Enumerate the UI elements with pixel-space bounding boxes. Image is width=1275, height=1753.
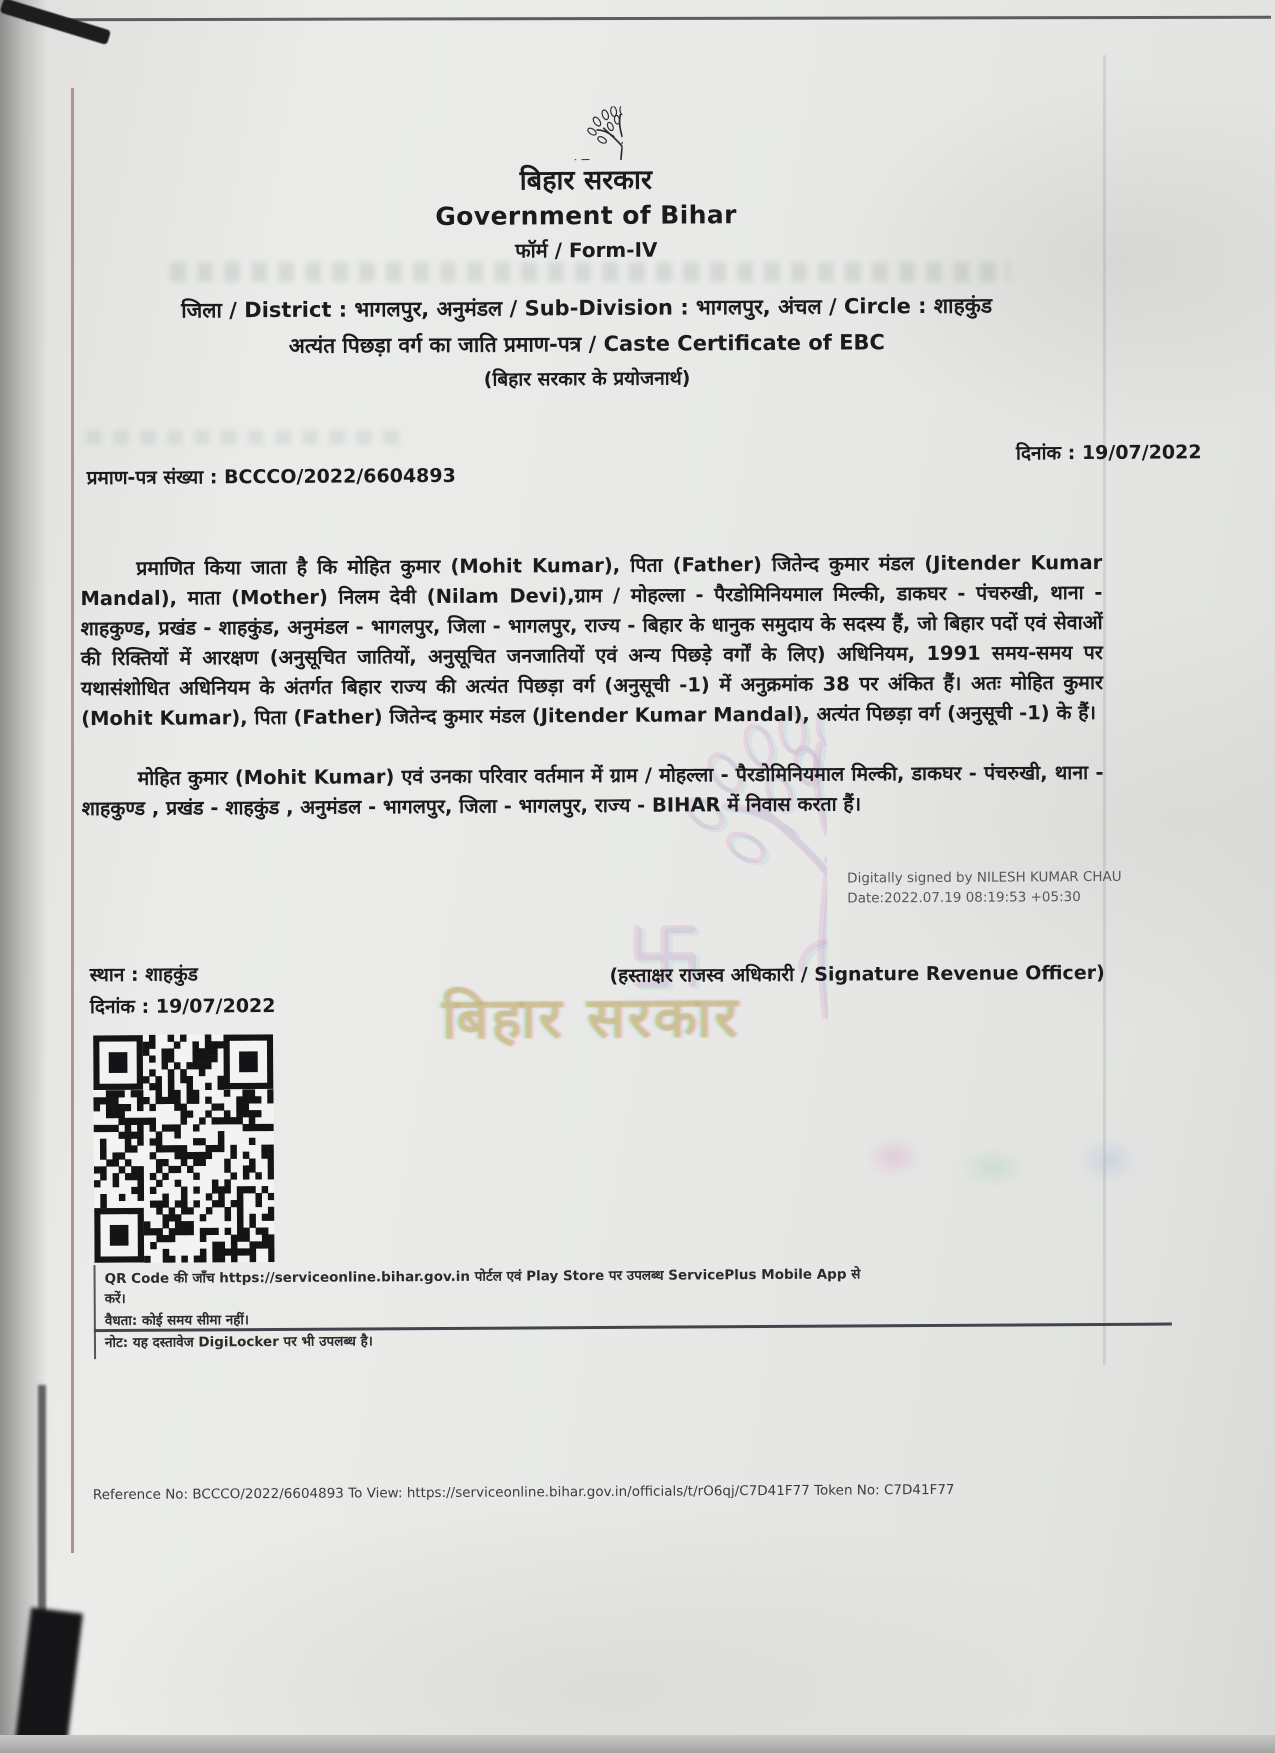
certificate-paragraph-1: प्रमाणित किया जाता है कि मोहित कुमार (Mohit Kumar), पिता (Father) जितेन्द कुमार मंडल (Jitender Kumar Mandal), माता (Mother) निलम देवी (Nilam Devi),ग्राम / मोहल्ला - पैरडोमिनियमाल मिल्की, डाकघर - पंचरुखी, थाना - शाहकुण्ड, प्रखंड - शाहकुंड, अनुमंडल - भागलपुर, जिला - भागलपुर, राज्य - बिहार के धानुक समुदाय के सदस्य हैं, जो बिहार पदों एवं सेवाओं की रिक्तियों में आरक्षण (अनुसूचित जातियों, अनुसूचित जनजातियों एवं अन्य पिछड़े वर्गों के लिए) अधिनियम, 1991 समय-समय पर यथासंशोधित अधिनियम के अंतर्गत बिहार राज्य की अत्यंत पिछड़ा वर्ग (अनुसूची -1) में अनुक्रमांक 38 पर अंकित हैं। अतः मोहित कुमार (Mohit Kumar), पिता (Father) जितेन्द कुमार मंडल (Jitender Kumar Mandal), अत्यंत पिछड़ा वर्ग (अनुसूची -1) के हैं। [80, 550, 1104, 731]
place-label: स्थान : शाहकुंड [89, 963, 198, 987]
footer-divider-line [63, 1514, 1248, 1526]
issue-date: दिनांक : 19/07/2022 [1015, 441, 1202, 465]
watermark-text: बिहार सरकार [441, 985, 741, 1052]
certificate-paragraph-2: मोहित कुमार (Mohit Kumar) एवं उनका परिवार वर्तमान में ग्राम / मोहल्ला - पैरडोमिनियमाल मिल्की, डाकघर - पंचरुखी, थाना - शाहकुण्ड , प्रखंड - शाहकुंड , अनुमंडल - भागलपुर, जिला - भागलपुर, राज्य - BIHAR में निवास करता हैं। [81, 760, 1104, 821]
bihar-emblem-icon [504, 58, 623, 161]
org-name-hindi: बिहार सरकार [519, 164, 653, 197]
qr-note-line1: QR Code की जाँच https://serviceonline.bihar.gov.in पोर्टल एवं Play Store पर उपलब्ध ServicePlus Mobile App से करें। [104, 1266, 861, 1308]
qr-code-image [93, 1034, 274, 1263]
digital-signature-line1: Digitally signed by NILESH KUMAR CHAU [847, 868, 1122, 887]
purpose-line: (बिहार सरकार के प्रयोजनार्थ) [483, 367, 691, 391]
district-subdivision-circle-line: जिला / District : भागलपुर, अनुमंडल / Sub-Division : भागलपुर, अंचल / Circle : शाहकुंड [181, 293, 993, 323]
qr-note-line2: वैधता: कोई समय सीमा नहीं। [104, 1312, 250, 1330]
certificate-number: प्रमाण-पत्र संख्या : BCCCO/2022/6604893 [86, 464, 456, 490]
qr-note-box [93, 1260, 865, 1359]
reference-line: Reference No: BCCCO/2022/6604893 To View: https://serviceonline.bihar.gov.in/officials/t/rO6qj/C7D41F77 Token No: C7D41F77 [92, 1481, 955, 1504]
date-label: दिनांक : 19/07/2022 [89, 994, 276, 1019]
form-number: फॉर्म / Form-IV [515, 237, 658, 263]
digital-signature-line2: Date:2022.07.19 08:19:53 +05:30 [847, 889, 1081, 907]
org-name-english: Government of Bihar [435, 200, 737, 232]
digital-signature-text [847, 866, 1275, 909]
revenue-officer-signature-label: (हस्ताक्षर राजस्व अधिकारी / Signature Revenue Officer) [609, 961, 1105, 987]
qr-note-line3: नोट: यह दस्तावेज DigiLocker पर भी उपलब्ध है। [104, 1333, 373, 1352]
certificate-title: अत्यंत पिछड़ा वर्ग का जाति प्रमाण-पत्र / Caste Certificate of EBC [288, 330, 885, 358]
